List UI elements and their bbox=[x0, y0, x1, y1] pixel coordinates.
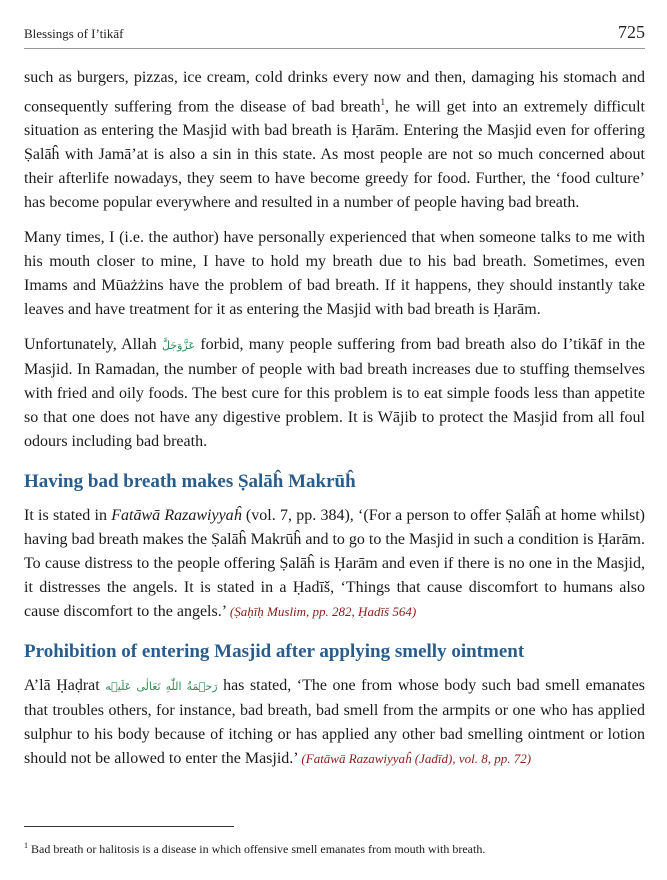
footnote bbox=[24, 838, 645, 857]
paragraph-5-text-b: has stated, ‘The one from whose body such bad smell emanates that troubles others, for instance, bad breath, bad smell from the armpits or one who has applied sulphur to his body because of itching or has applied any other bad smelling ointment or lotion should not be allowed to enter the Masjid.’ bbox=[24, 677, 645, 768]
arabic-honorific: عَزَّوَجَلَّ bbox=[161, 339, 196, 353]
reference-citation: (Fatāwā Razawiyyaĥ (Jadīd), vol. 8, pp. 72) bbox=[301, 751, 532, 767]
footnote-text: Bad breath or halitosis is a disease in which offensive smell emanates from mouth with breath. bbox=[28, 842, 486, 856]
running-title: Blessings of I’tikāf bbox=[24, 26, 124, 41]
paragraph-3-text-b: forbid, many people suffering from bad breath also do I’tikāf in the Masjid. In Ramadan, the number of people with bad breath increases due to stuffing themselves with fried and oily foods. The best cure for this problem is to eat simple foods less than appetite so that one does not have any digestive problem. It is Wājib to protect the Masjid from all foul odours including bad breath. bbox=[24, 336, 645, 451]
paragraph-4 bbox=[24, 504, 645, 624]
paragraph-1-text-a: such as burgers, pizzas, ice cream, cold drinks every now and then, damaging his stomach and consequently suffering from the disease of bad breath bbox=[24, 69, 645, 116]
footnote-mark: 1 bbox=[24, 841, 28, 850]
paragraph-5 bbox=[24, 674, 645, 771]
paragraph-4-text-a: It is stated in bbox=[24, 507, 112, 525]
footnote-rule bbox=[24, 826, 234, 827]
section-heading-ointment: Prohibition of entering Masjid after applying smelly ointment bbox=[24, 641, 525, 663]
paragraph-1 bbox=[24, 66, 645, 215]
book-title: Fatāwā Razawiyyaĥ bbox=[111, 507, 242, 525]
paragraph-2: Many times, I (i.e. the author) have personally experienced that when someone talks to me with his mouth closer to mine, I have to hold my breath due to his bad breath. Sometimes, even Imams and Mūażżins have the problem of bad breath. If it happens, they should instantly take leaves and have treatment for it as entering the Masjid with bad breath is Ḥarām. bbox=[24, 229, 645, 319]
paragraph-1-text-b: , he will get into an extremely difficult situation as entering the Masjid with bad breath is Ḥarām. Entering the Masjid even for offering Ṣalāĥ with Jamā’at is also a sin in this state. As most people are not so much concerned about their afterlife nowadays, they seem to have become greedy for food. Further, the ‘food culture’ has become popular everywhere and resulted in a number of people having bad breath. bbox=[24, 98, 645, 212]
reference-citation: (Ṣaḥīḥ Muslim, pp. 282, Ḥadīš 564) bbox=[229, 604, 417, 620]
arabic-honorific: رَحۡمَةُ اللّٰهِ تَعَالٰی عَلَیۡه bbox=[105, 680, 218, 694]
page-header bbox=[24, 24, 645, 46]
section-heading-bad-breath: Having bad breath makes Ṣalāĥ Makrūĥ bbox=[24, 471, 356, 493]
paragraph-4-text-b: (vol. 7, pp. 384), ‘(For a person to offer Ṣalāĥ at home whilst) having bad breath makes the Ṣalāĥ Makrūĥ and to go to the Masjid in such a condition is Ḥarām. To cause distress to the people offering Ṣalāĥ is Ḥarām and even if there is no one in the Masjid, it distresses the angels. It is stated in a Ḥadīš, ‘Things that cause discomfort to humans also cause discomfort to the angels.’ bbox=[24, 507, 645, 621]
header-rule bbox=[24, 48, 645, 49]
page-number: 725 bbox=[618, 22, 645, 42]
paragraph-3-text-a: Unfortunately, Allah bbox=[24, 336, 162, 354]
paragraph-3 bbox=[24, 333, 645, 454]
page-body bbox=[24, 66, 645, 782]
footnote-reference[interactable]: 1 bbox=[380, 97, 385, 107]
paragraph-5-text-a: A’lā Ḥaḍrat bbox=[24, 677, 106, 695]
